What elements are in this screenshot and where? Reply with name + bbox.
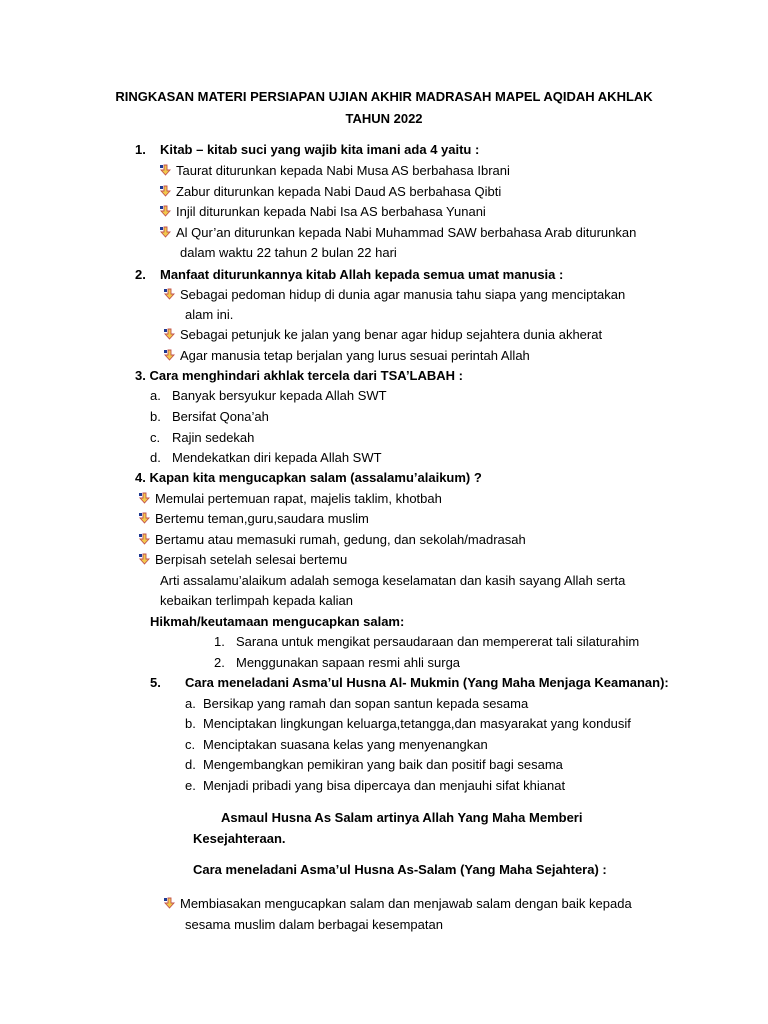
list-marker: a. [185,696,196,711]
list-item: Sarana untuk mengikat persaudaraan dan mempererat tali silaturahim [236,634,640,649]
arrow-bullet-icon [163,328,175,340]
list-item: Berpisah setelah selesai bertemu [138,551,347,568]
list-item: Rajin sedekah [172,430,255,445]
list-item: Banyak bersyukur kepada Allah SWT [172,388,387,403]
arti-text-continuation: kebaikan terlimpah kepada kalian [160,593,353,608]
list-item: Sebagai pedoman hidup di dunia agar manusia tahu siapa yang menciptakan [163,286,625,303]
list-marker: d. [150,450,161,465]
list-item: Agar manusia tetap berjalan yang lurus sesuai perintah Allah [163,347,530,364]
section-1-number: 1. [135,142,146,157]
section-5-number: 5. [150,675,161,690]
arrow-bullet-icon [159,185,171,197]
arrow-bullet-icon [159,164,171,176]
list-item: Al Qur’an diturunkan kepada Nabi Muhammad SAW berbahasa Arab diturunkan [159,224,636,241]
list-marker: e. [185,778,196,793]
section-4-heading: 4. Kapan kita mengucapkan salam (assalamu’alaikum) ? [135,470,482,485]
list-item: Membiasakan mengucapkan salam dan menjawab salam dengan baik kepada [163,895,632,912]
list-item: Menggunakan sapaan resmi ahli surga [236,655,461,670]
arrow-bullet-icon [163,349,175,361]
list-item: Bertemu teman,guru,saudara muslim [138,510,369,527]
hikmah-heading: Hikmah/keutamaan mengucapkan salam: [150,614,405,629]
list-marker: a. [150,388,161,403]
arrow-bullet-icon [138,492,150,504]
list-marker: b. [150,409,161,424]
list-item: Sebagai petunjuk ke jalan yang benar agar hidup sejahtera dunia akherat [163,326,602,343]
list-item: Menjadi pribadi yang bisa dipercaya dan menjauhi sifat khianat [203,778,566,793]
section-3-heading: 3. Cara menghindari akhlak tercela dari TSA’LABAH : [135,368,463,383]
list-item: Taurat diturunkan kepada Nabi Musa AS berbahasa Ibrani [159,162,510,179]
page-title-year: TAHUN 2022 [345,111,423,126]
arrow-bullet-icon [159,205,171,217]
list-item: Bertamu atau memasuki rumah, gedung, dan sekolah/madrasah [138,531,526,548]
list-item: Zabur diturunkan kepada Nabi Daud AS berbahasa Qibti [159,183,501,200]
list-item: Bersikap yang ramah dan sopan santun kepada sesama [203,696,529,711]
list-item: Injil diturunkan kepada Nabi Isa AS berbahasa Yunani [159,203,486,220]
list-marker: c. [185,737,196,752]
list-item: Memulai pertemuan rapat, majelis taklim, khotbah [138,490,442,507]
section-1-heading: Kitab – kitab suci yang wajib kita imani ada 4 yaitu : [160,142,480,157]
list-item: Menciptakan lingkungan keluarga,tetangga,dan masyarakat yang kondusif [203,716,631,731]
list-marker: c. [150,430,161,445]
list-item: Menciptakan suasana kelas yang menyenangkan [203,737,488,752]
list-marker: b. [185,716,196,731]
list-item: Mengembangkan pemikiran yang baik dan positif bagi sesama [203,757,563,772]
arrow-bullet-icon [138,512,150,524]
assalam-cara-heading: Cara meneladani Asma’ul Husna As-Salam (Yang Maha Sejahtera) : [193,862,607,877]
list-item-continuation: sesama muslim dalam berbagai kesempatan [185,917,443,932]
list-item: Bersifat Qona’ah [172,409,269,424]
arrow-bullet-icon [159,226,171,238]
arrow-bullet-icon [163,288,175,300]
list-item-continuation: dalam waktu 22 tahun 2 bulan 22 hari [180,245,397,260]
list-marker: 1. [214,634,225,649]
list-item-continuation: alam ini. [185,307,234,322]
list-marker: d. [185,757,196,772]
arrow-bullet-icon [138,553,150,565]
assalam-heading: Asmaul Husna As Salam artinya Allah Yang Maha Memberi [221,810,583,825]
arrow-bullet-icon [163,897,175,909]
list-marker: 2. [214,655,225,670]
section-5-heading: Cara meneladani Asma’ul Husna Al- Mukmin (Yang Maha Menjaga Keamanan): [185,675,669,690]
assalam-heading-continuation: Kesejahteraan. [193,831,286,846]
arrow-bullet-icon [138,533,150,545]
list-item: Mendekatkan diri kepada Allah SWT [172,450,382,465]
page-title: RINGKASAN MATERI PERSIAPAN UJIAN AKHIR MADRASAH MAPEL AQIDAH AKHLAK [115,89,653,104]
section-2-heading: Manfaat diturunkannya kitab Allah kepada semua umat manusia : [160,267,564,282]
arti-text: Arti assalamu’alaikum adalah semoga keselamatan dan kasih sayang Allah serta [160,573,626,588]
section-2-number: 2. [135,267,146,282]
